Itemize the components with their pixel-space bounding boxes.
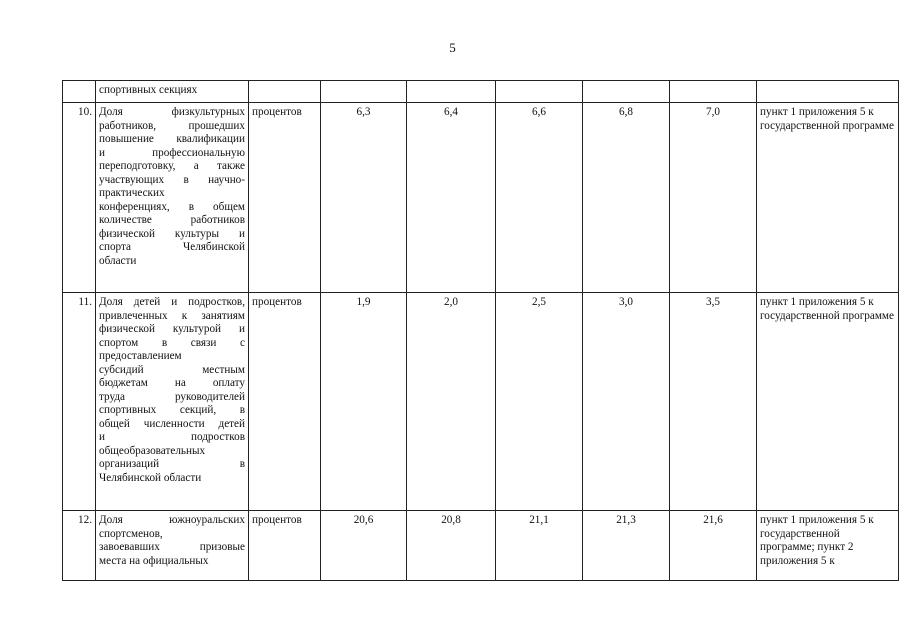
indicator-name-line: труда руководителей: [99, 390, 245, 403]
value-cell: [321, 81, 407, 103]
indicator-name-line: переподготовку, а также: [99, 160, 245, 172]
indicator-name-cell: [96, 293, 249, 511]
indicator-name-line: работников, прошедших: [99, 119, 245, 132]
value-cell: 6,6: [496, 103, 583, 293]
indicator-name-line: участвующих в научно-: [99, 173, 245, 186]
value-cell: 3,0: [583, 293, 670, 511]
value-cell: [670, 81, 757, 103]
indicator-name-line: Доля физкультурных: [99, 106, 245, 118]
source-cell: пункт 1 приложения 5 к государственной программе; пункт 2 приложения 5 к: [757, 511, 899, 581]
indicator-name-line: повышение квалификации: [99, 133, 245, 145]
value-cell: 21,3: [583, 511, 670, 581]
table-row: [63, 103, 899, 293]
indicator-name-line: физической культурой и: [99, 323, 245, 335]
indicator-name-line: физической культуры и: [99, 227, 245, 240]
value-cell: 6,3: [321, 103, 407, 293]
indicator-name-line: организаций в: [99, 458, 245, 470]
indicator-name-line: спортсменов,: [99, 527, 163, 540]
indicator-name-line: субсидий местным: [99, 363, 245, 376]
value-cell: 2,5: [496, 293, 583, 511]
value-cell: 7,0: [670, 103, 757, 293]
value-cell: 21,1: [496, 511, 583, 581]
unit-cell: процентов: [249, 103, 321, 293]
source-cell: пункт 1 приложения 5 к государственной программе: [757, 103, 899, 293]
table-row: [63, 293, 899, 511]
indicator-name-cell: спортивных секциях: [96, 81, 249, 103]
value-cell: 20,6: [321, 511, 407, 581]
value-cell: 2,0: [407, 293, 496, 511]
indicator-name-line: Доля южноуральских: [99, 514, 245, 526]
row-number-cell: [63, 81, 96, 103]
indicator-name-line: завоевавших призовые: [99, 541, 245, 553]
row-number-cell: 12.: [63, 511, 96, 581]
indicator-name-line: количестве работников: [99, 214, 245, 226]
value-cell: 21,6: [670, 511, 757, 581]
indicator-name-line: спорта Челябинской: [99, 241, 245, 253]
indicator-name-line: спортивных секций, в: [99, 404, 245, 416]
indicator-name-cell: [96, 103, 249, 293]
value-cell: 6,8: [583, 103, 670, 293]
source-cell: [757, 81, 899, 103]
indicator-name-line: практических: [99, 187, 165, 199]
table-row: [63, 511, 899, 581]
value-cell: 1,9: [321, 293, 407, 511]
value-cell: [583, 81, 670, 103]
unit-cell: процентов: [249, 293, 321, 511]
value-cell: 6,4: [407, 103, 496, 293]
indicator-table: [62, 80, 899, 581]
indicator-name-line: спортом в связи с: [99, 336, 245, 349]
indicator-name-line: общеобразовательных: [99, 444, 206, 457]
row-number-cell: 11.: [63, 293, 96, 511]
indicator-name-line: и профессиональную: [99, 146, 245, 159]
value-cell: [407, 81, 496, 103]
source-cell: пункт 1 приложения 5 к государственной программе: [757, 293, 899, 511]
value-cell: 3,5: [670, 293, 757, 511]
table-row-continuation: [63, 81, 899, 103]
value-cell: 20,8: [407, 511, 496, 581]
indicator-name-line: места на официальных: [99, 554, 209, 567]
page-number: 5: [449, 40, 456, 55]
indicator-name-line: привлеченных к занятиям: [99, 309, 245, 322]
indicator-name-line: Доля детей и подростков,: [99, 296, 245, 308]
row-number-cell: 10.: [63, 103, 96, 293]
indicator-name-line: Челябинской области: [99, 471, 202, 484]
indicator-name-line: бюджетам на оплату: [99, 377, 245, 389]
indicator-name-line: и подростков: [99, 431, 245, 443]
unit-cell: [249, 81, 321, 103]
indicator-name-line: области: [99, 254, 137, 267]
unit-cell: процентов: [249, 511, 321, 581]
indicator-name-cell: [96, 511, 249, 581]
indicator-name-line: общей численности детей: [99, 417, 245, 430]
indicator-name-line: предоставлением: [99, 350, 182, 362]
indicator-name-line: конференциях, в общем: [99, 200, 245, 213]
value-cell: [496, 81, 583, 103]
